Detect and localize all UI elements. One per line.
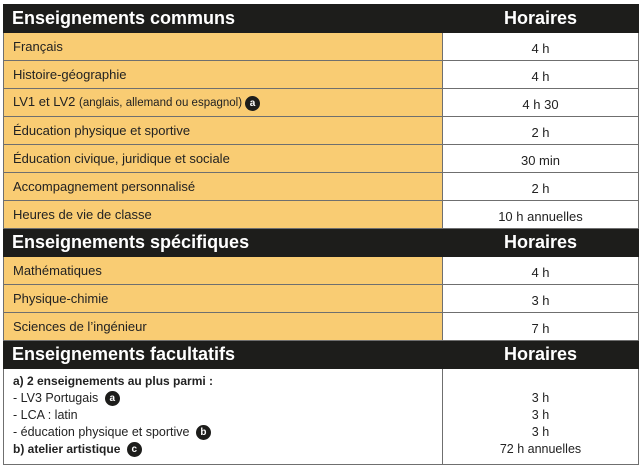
subject-label: Français [4, 33, 443, 61]
table-row [4, 33, 639, 61]
subject-label-detail: (anglais, allemand ou espagnol) [79, 97, 243, 110]
list-item [13, 424, 442, 441]
group-b-label: b) atelier artistique [13, 442, 121, 456]
subject-label: Éducation civique, juridique et sociale [4, 145, 443, 173]
note-badge-icon: b [196, 425, 211, 440]
hours-value: 3 h [531, 408, 550, 422]
horaires-header: Horaires [443, 229, 639, 257]
optional-courses-row [4, 369, 639, 465]
table-row [4, 257, 639, 285]
course-label: - LCA : latin [13, 408, 78, 422]
timetable [3, 4, 638, 465]
horaires-header: Horaires [443, 5, 639, 33]
section-header-specifiques [4, 229, 639, 257]
horaires-header: Horaires [443, 341, 639, 369]
hours-value: 4 h [443, 61, 639, 89]
subject-label: Histoire-géographie [4, 61, 443, 89]
hours-value: 4 h 30 [443, 89, 639, 117]
hours-value: 4 h [443, 257, 639, 285]
table-row [4, 285, 639, 313]
hours-value: 7 h [443, 313, 639, 341]
table-row [4, 61, 639, 89]
optional-hours-list [443, 369, 639, 465]
subject-label: LV1 et LV2 [13, 94, 76, 110]
hours-value: 4 h [443, 33, 639, 61]
table-row [4, 145, 639, 173]
optional-courses-list [4, 369, 443, 465]
section-header-communs [4, 5, 639, 33]
hours-value: 3 h [531, 425, 550, 439]
hours-value: 3 h [443, 285, 639, 313]
hours-value: 3 h [531, 391, 550, 405]
schedule-table [3, 4, 639, 465]
table-row [4, 313, 639, 341]
note-badge-icon: c [127, 442, 142, 457]
table-row [4, 173, 639, 201]
table-row [4, 201, 639, 229]
group-a-heading: a) 2 enseignements au plus parmi : [13, 374, 214, 388]
hours-value: 30 min [443, 145, 639, 173]
hours-value: 72 h annuelles [499, 442, 582, 456]
table-row [4, 117, 639, 145]
hours-value: 2 h [443, 117, 639, 145]
spacer [443, 373, 638, 390]
subject-label: Éducation physique et sportive [4, 117, 443, 145]
course-label: - éducation physique et sportive [13, 425, 190, 439]
note-badge-icon: a [105, 391, 120, 406]
subject-label: Mathématiques [4, 257, 443, 285]
list-item [13, 407, 442, 424]
subject-label: Heures de vie de classe [4, 201, 443, 229]
subject-label: Physique-chimie [4, 285, 443, 313]
subject-label: Sciences de l’ingénieur [4, 313, 443, 341]
subject-label: Accompagnement personnalisé [4, 173, 443, 201]
course-label: - LV3 Portugais [13, 391, 99, 405]
note-badge-icon: a [245, 96, 260, 111]
list-item [13, 390, 442, 407]
hours-value: 10 h annuelles [443, 201, 639, 229]
table-row [4, 89, 639, 117]
subject-label-cell [4, 89, 443, 117]
section-title: Enseignements spécifiques [4, 229, 443, 257]
section-title: Enseignements communs [4, 5, 443, 33]
section-title: Enseignements facultatifs [4, 341, 443, 369]
section-header-facultatifs [4, 341, 639, 369]
hours-value: 2 h [443, 173, 639, 201]
